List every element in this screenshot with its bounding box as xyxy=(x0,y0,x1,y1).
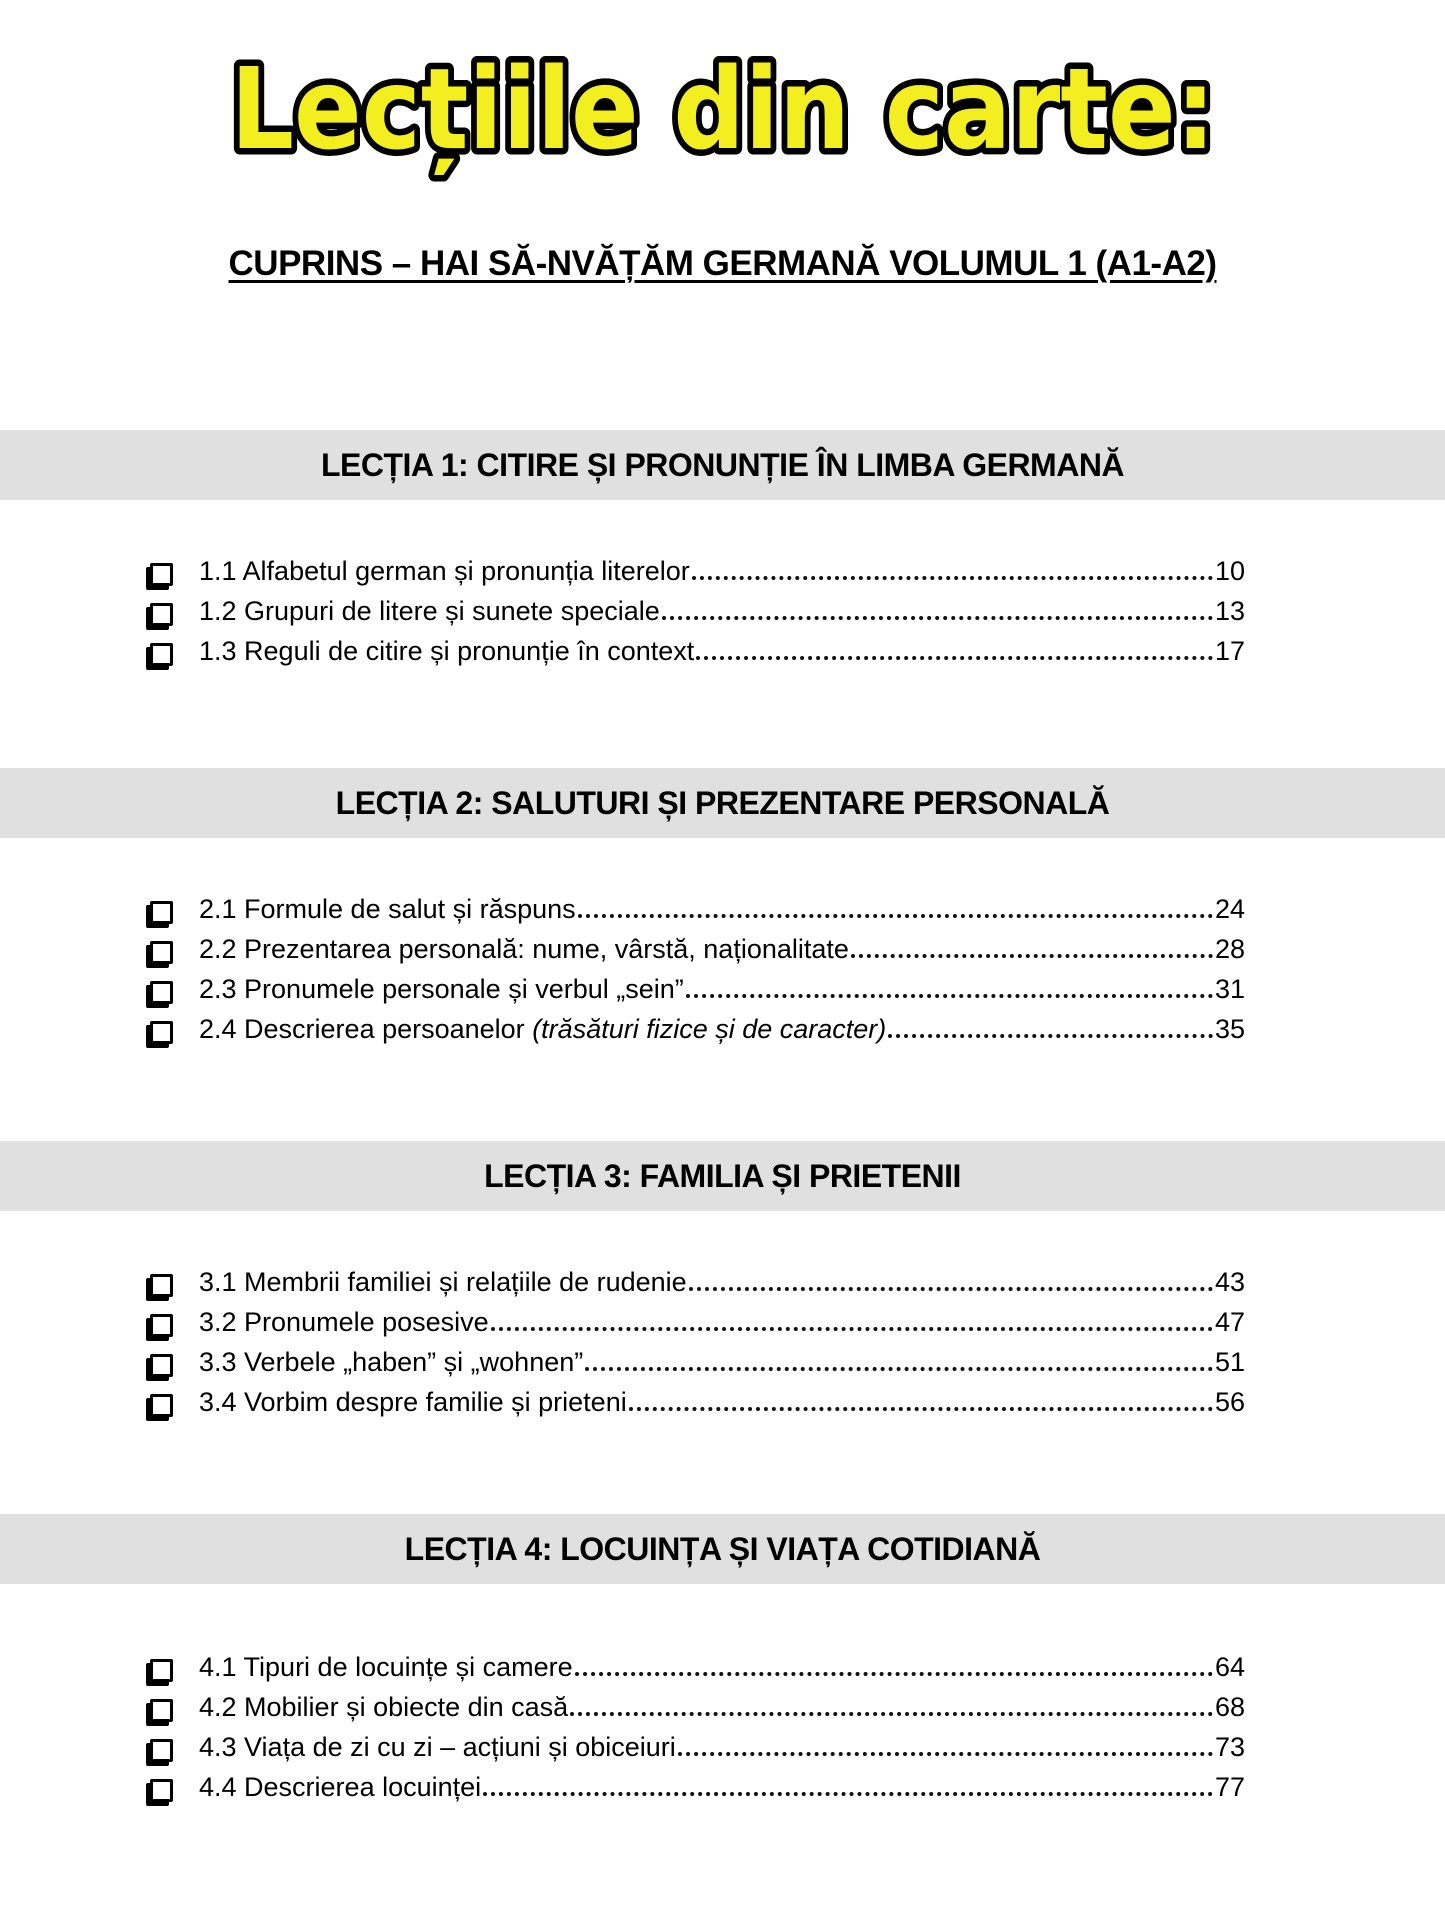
page-number: 17 xyxy=(1214,636,1245,666)
section-2-list xyxy=(150,894,1245,1054)
dot-leader xyxy=(692,576,1213,580)
shadowed-checkbox-icon xyxy=(150,1659,173,1682)
section-1-title: LECȚIA 1: CITIRE ȘI PRONUNȚIE ÎN LIMBA GERMANĂ xyxy=(320,447,1125,483)
dot-leader xyxy=(678,1752,1213,1756)
toc-entry-text: 1.3 Reguli de citire și pronunție în context xyxy=(199,636,695,666)
shadowed-checkbox-icon xyxy=(150,981,173,1004)
toc-entry-text: 1.2 Grupuri de litere și sunete speciale xyxy=(199,596,660,626)
page-number: 28 xyxy=(1214,934,1245,964)
toc-row xyxy=(150,1014,1245,1054)
dot-leader xyxy=(629,1407,1213,1411)
toc-row xyxy=(150,1387,1245,1427)
dot-leader xyxy=(686,994,1213,998)
section-3-banner xyxy=(0,1141,1445,1211)
dot-leader xyxy=(578,914,1213,918)
shadowed-checkbox-icon xyxy=(150,1354,173,1377)
toc-row xyxy=(150,1692,1245,1732)
section-3-list xyxy=(150,1267,1245,1427)
shadowed-checkbox-icon xyxy=(150,1739,173,1762)
toc-entry-text: 4.3 Viața de zi cu zi – acțiuni și obiceiuri xyxy=(199,1732,676,1762)
toc-entry-text: 3.4 Vorbim despre familie și prieteni xyxy=(199,1387,627,1417)
toc-entry-text: 3.1 Membrii familiei și relațiile de rudenie xyxy=(199,1267,687,1297)
toc-row xyxy=(150,974,1245,1014)
shadowed-checkbox-icon xyxy=(150,643,173,666)
page-number: 10 xyxy=(1214,556,1245,586)
toc-entry-text: 4.1 Tipuri de locuințe și camere xyxy=(199,1652,573,1682)
dot-leader xyxy=(689,1287,1213,1291)
dot-leader xyxy=(662,616,1213,620)
toc-entry-text: 3.3 Verbele „haben” și „wohnen” xyxy=(199,1347,584,1377)
section-4-banner xyxy=(0,1514,1445,1584)
page-number: 64 xyxy=(1214,1652,1245,1682)
page-number: 73 xyxy=(1214,1732,1245,1762)
shadowed-checkbox-icon xyxy=(150,1021,173,1044)
dot-leader xyxy=(851,954,1213,958)
page-number: 51 xyxy=(1214,1347,1245,1377)
toc-entry-text: 1.1 Alfabetul german și pronunția literelor xyxy=(199,556,690,586)
book-title-wordart xyxy=(193,32,1253,192)
toc-entry-text: 4.2 Mobilier și obiecte din casă xyxy=(199,1692,569,1722)
toc-row xyxy=(150,1652,1245,1692)
section-4-title: LECȚIA 4: LOCUINȚA ȘI VIAȚA COTIDIANĂ xyxy=(404,1531,1041,1567)
shadowed-checkbox-icon xyxy=(150,901,173,924)
shadowed-checkbox-icon xyxy=(150,1314,173,1337)
toc-entry-text: 2.2 Prezentarea personală: nume, vârstă, naționalitate xyxy=(199,934,849,964)
toc-row xyxy=(150,934,1245,974)
toc-entry-text: 2.3 Pronumele personale și verbul „sein” xyxy=(199,974,684,1004)
toc-entry-text: 4.4 Descrierea locuinței xyxy=(199,1772,482,1802)
page-number: 77 xyxy=(1214,1772,1245,1802)
dot-leader xyxy=(696,656,1213,660)
page-number: 35 xyxy=(1214,1014,1245,1044)
toc-row xyxy=(150,1347,1245,1387)
page-number: 31 xyxy=(1214,974,1245,1004)
shadowed-checkbox-icon xyxy=(150,603,173,626)
page-number: 43 xyxy=(1214,1267,1245,1297)
toc-row xyxy=(150,596,1245,636)
page-number: 13 xyxy=(1214,596,1245,626)
page-number: 47 xyxy=(1214,1307,1245,1337)
section-2-banner xyxy=(0,768,1445,838)
dot-leader xyxy=(570,1712,1213,1716)
dot-leader xyxy=(888,1034,1213,1038)
dot-leader xyxy=(491,1327,1213,1331)
shadowed-checkbox-icon xyxy=(150,941,173,964)
section-2-title: LECȚIA 2: SALUTURI ȘI PREZENTARE PERSONALĂ xyxy=(335,785,1110,821)
toc-entry-text: 3.2 Pronumele posesive xyxy=(199,1307,489,1337)
toc-row xyxy=(150,636,1245,676)
book-title-svg xyxy=(193,32,1253,192)
page-number: 68 xyxy=(1214,1692,1245,1722)
page-number: 56 xyxy=(1214,1387,1245,1417)
toc-row xyxy=(150,894,1245,934)
section-1-list xyxy=(150,556,1245,676)
section-3-title: LECȚIA 3: FAMILIA ȘI PRIETENII xyxy=(484,1158,961,1194)
toc-row xyxy=(150,1772,1245,1812)
book-title-text: Lecțiile din carte: xyxy=(230,45,1215,175)
shadowed-checkbox-icon xyxy=(150,1699,173,1722)
dot-leader xyxy=(575,1672,1213,1676)
shadowed-checkbox-icon xyxy=(150,563,173,586)
shadowed-checkbox-icon xyxy=(150,1394,173,1417)
toc-heading: CUPRINS – HAI SĂ-NVĂȚĂM GERMANĂ VOLUMUL 1 (A1-A2) xyxy=(228,244,1217,283)
page-number: 24 xyxy=(1214,894,1245,924)
toc-entry-text: 2.1 Formule de salut și răspuns xyxy=(199,894,576,924)
shadowed-checkbox-icon xyxy=(150,1274,173,1297)
shadowed-checkbox-icon xyxy=(150,1779,173,1802)
toc-entry-text: 2.4 Descrierea persoanelor xyxy=(199,1014,533,1044)
toc-row xyxy=(150,1732,1245,1772)
dot-leader xyxy=(585,1367,1213,1371)
toc-row xyxy=(150,556,1245,596)
section-1-banner xyxy=(0,430,1445,500)
toc-row xyxy=(150,1307,1245,1347)
dot-leader xyxy=(483,1792,1213,1796)
toc-entry-italic: (trăsături fizice și de caracter) xyxy=(532,1014,887,1044)
toc-row xyxy=(150,1267,1245,1307)
section-4-list xyxy=(150,1652,1245,1812)
